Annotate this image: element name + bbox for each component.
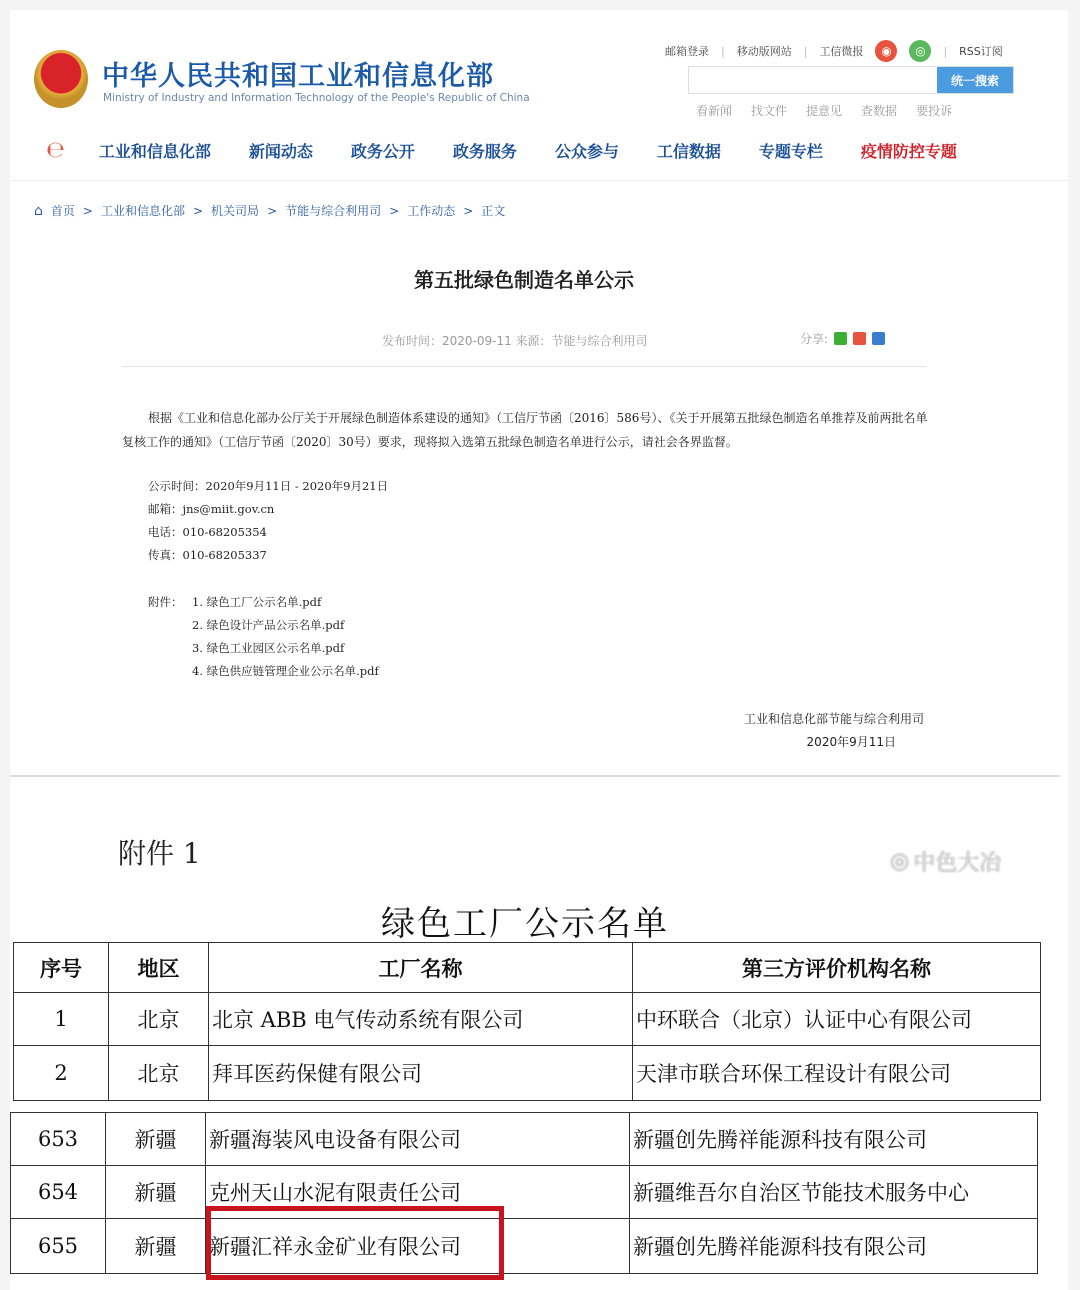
search-button[interactable]: 统一搜索 [937,67,1013,93]
watermark [890,846,1001,877]
document-title: 绿色工厂公示名单 [381,904,669,944]
nav-item[interactable]: 工信数据 [656,142,721,161]
rss-link[interactable]: RSS订阅 [959,45,1003,58]
page [10,10,1068,1290]
factory-table-top [13,942,1041,1101]
breadcrumb-item: 正文 [481,204,506,218]
breadcrumb-separator: > [389,203,400,218]
cell: 中环联合（北京）认证中心有限公司 [633,993,1041,1046]
weibao-link[interactable]: 工信微报 [819,45,864,58]
breadcrumb-separator: > [192,203,204,218]
nav-item[interactable]: 公众参与 [554,142,619,161]
sign-date: 2020年9月11日 [806,735,896,749]
cell: 655 [11,1219,106,1274]
separator: | [803,44,808,58]
top-links [665,40,1003,62]
cell: 新疆创先腾祥能源科技有限公司 [630,1219,1038,1274]
weibo-icon[interactable]: ◉ [875,40,897,62]
separator: | [943,44,948,58]
cell: 克州天山水泥有限责任公司 [206,1166,630,1219]
watermark-text: 中色大冶 [913,851,1002,876]
cell: 新疆海装风电设备有限公司 [206,1113,630,1166]
article-body [122,406,932,454]
search-input[interactable] [689,67,937,93]
breadcrumb-item[interactable]: 工作动态 [407,204,456,218]
cell: 2 [14,1046,109,1101]
header-cell: 地区 [109,943,209,993]
site-title: 中华人民共和国工业和信息化部 [102,61,494,92]
table-row [11,1166,1038,1219]
cell: 新疆汇祥永金矿业有限公司 [206,1219,630,1274]
home-icon: ⌂ [34,202,43,219]
breadcrumb-item[interactable]: 机关司局 [211,204,260,218]
cell: 新疆 [106,1113,206,1166]
attachment-link[interactable]: 2. 绿色设计产品公示名单.pdf [192,618,345,632]
cell: 北京 [109,1046,209,1101]
site-subtitle: Ministry of Industry and Information Technology of the People's Republic of China [103,92,530,104]
search-bar [688,66,1014,94]
divider [10,775,1060,777]
nav-item[interactable]: 政务公开 [350,142,415,161]
share-qq-icon[interactable] [872,332,885,345]
miit-logo-icon: ℮ [46,138,65,163]
breadcrumb-separator: > [463,203,474,218]
table-row [11,1113,1038,1166]
share-bar [800,330,885,347]
quick-links [696,102,952,119]
cell: 新疆维吾尔自治区节能技术服务中心 [630,1166,1038,1219]
table-row [14,993,1041,1046]
nav-item[interactable]: 政务服务 [452,142,517,161]
table-row-highlighted [11,1219,1038,1274]
breadcrumb-separator: > [82,203,93,218]
share-wechat-icon[interactable] [834,332,847,345]
attachment-link[interactable]: 1. 绿色工厂公示名单.pdf [192,595,322,609]
cell: 新疆创先腾祥能源科技有限公司 [630,1113,1038,1166]
info-line: 公示时间：2020年9月11日 - 2020年9月21日 [148,479,389,493]
mail-login-link[interactable]: 邮箱登录 [665,45,709,58]
cell: 654 [11,1166,106,1219]
sign-org: 工业和信息化部节能与综合利用司 [743,712,924,726]
quick-link[interactable]: 看新闻 [696,104,733,118]
mobile-site-link[interactable]: 移动版网站 [736,45,792,58]
nav-item[interactable]: 专题专栏 [758,142,823,161]
divider [122,366,926,367]
table-header [14,943,1041,993]
main-nav [46,138,995,163]
national-emblem-logo [34,50,88,108]
attachment-link[interactable]: 4. 绿色供应链管理企业公示名单.pdf [192,664,379,678]
factory-table-bottom [10,1112,1038,1274]
cell: 天津市联合环保工程设计有限公司 [633,1046,1041,1101]
attachment-link[interactable]: 3. 绿色工业园区公示名单.pdf [192,641,345,655]
cell: 新疆 [106,1166,206,1219]
cell: 653 [11,1113,106,1166]
quick-link[interactable]: 查数据 [861,104,898,118]
info-line: 电话：010-68205354 [148,525,267,539]
quick-link[interactable]: 提意见 [806,104,843,118]
breadcrumb [34,202,505,219]
wechat-watermark-icon: ◎ [890,849,910,874]
cell: 北京 [109,993,209,1046]
quick-link[interactable]: 找文件 [751,104,788,118]
nav-item[interactable]: 新闻动态 [248,142,313,161]
info-line: 传真：010-68205337 [148,548,267,562]
article-paragraph: 根据《工业和信息化部办公厅关于开展绿色制造体系建设的通知》（工信厅节函〔2016〕586号）、《关于开展第五批绿色制造名单推荐及前两批名单复核工作的通知》（工信厅节函〔2020〕30号）要求，现将拟入选第五批绿色制造名单进行公示，请社会各界监督。 [122,411,928,449]
nav-item-epidemic[interactable]: 疫情防控专题 [860,142,957,161]
cell: 拜耳医药保健有限公司 [209,1046,633,1101]
info-line[interactable]: 邮箱：jns@miit.gov.cn [148,502,275,516]
cell: 北京 ABB 电气传动系统有限公司 [209,993,633,1046]
share-label: 分享: [800,332,829,346]
breadcrumb-item[interactable]: 工业和信息化部 [100,204,185,218]
breadcrumb-item[interactable]: 首页 [50,204,75,218]
share-weibo-icon[interactable] [853,332,866,345]
breadcrumb-item[interactable]: 节能与综合利用司 [285,204,382,218]
header-cell: 工厂名称 [209,943,633,993]
breadcrumb-separator: > [267,203,278,218]
header-cell: 序号 [14,943,109,993]
wechat-icon[interactable]: ◎ [909,40,931,62]
attachments-label: 附件： [148,595,183,609]
attachment-number: 附件 1 [118,837,201,870]
cell: 新疆 [106,1219,206,1274]
highlight-box [206,1206,504,1280]
cell: 1 [14,993,109,1046]
quick-link[interactable]: 要投诉 [916,104,953,118]
separator: | [721,44,725,58]
article-title: 第五批绿色制造名单公示 [414,268,634,292]
nav-item[interactable]: 工业和信息化部 [98,142,211,161]
header-cell: 第三方评价机构名称 [633,943,1041,993]
table-row [14,1046,1041,1101]
article-meta: 发布时间：2020-09-11 来源：节能与综合利用司 [382,334,648,348]
divider [10,180,1068,181]
